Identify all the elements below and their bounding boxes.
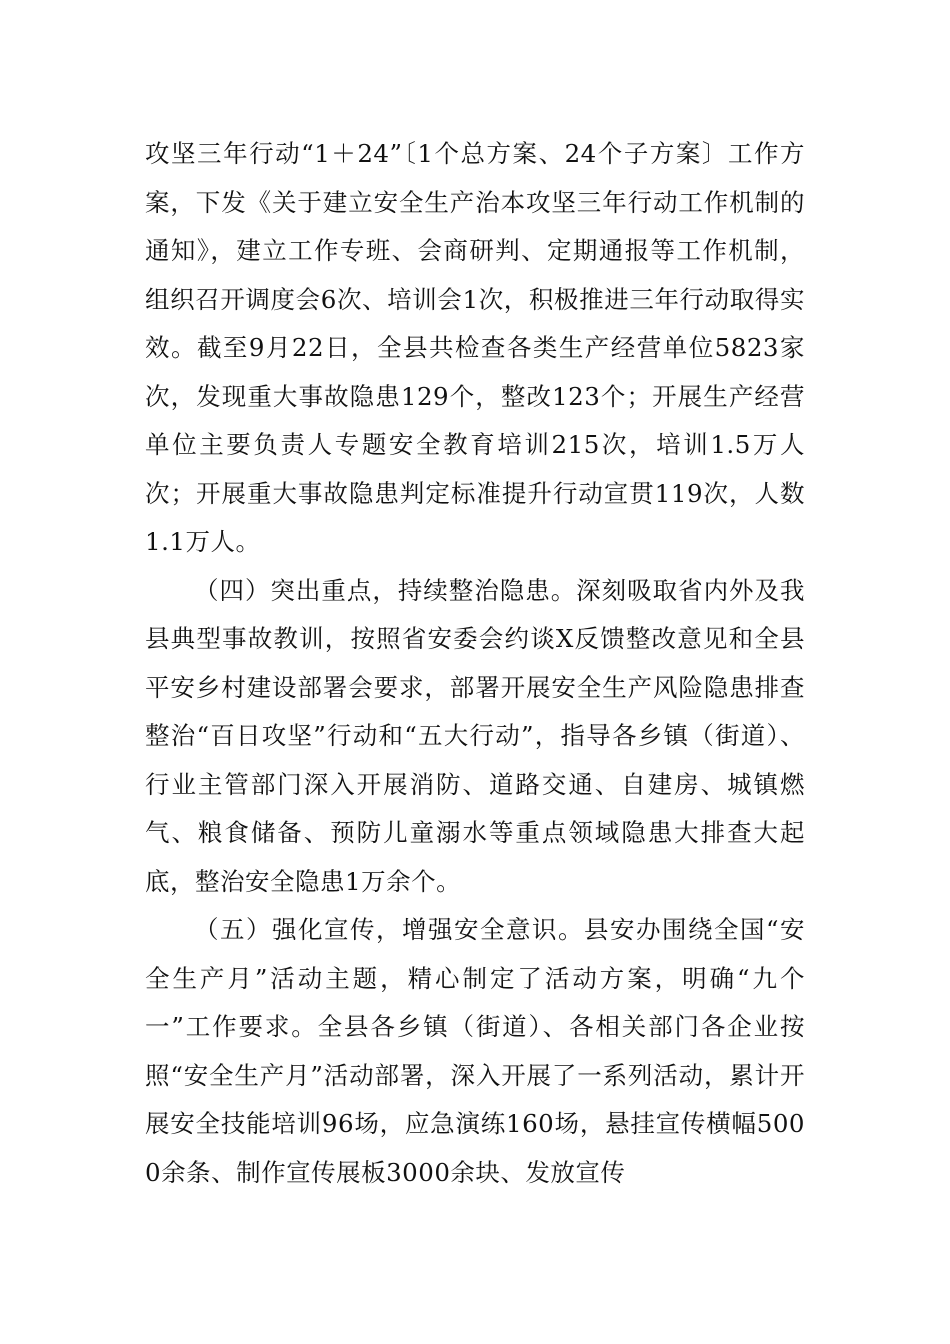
document-body	[145, 130, 805, 1197]
paragraph-section-5: （五）强化宣传，增强安全意识。县安办围绕全国“安全生产月”活动主题，精心制定了活动方案，明确“九个一”工作要求。全县各乡镇（街道）、各相关部门各企业按照“安全生产月”活动部署，深入开展了一系列活动，累计开展安全技能培训96场，应急演练160场，悬挂宣传横幅5000余条、制作宣传展板3000余块、发放宣传	[145, 915, 805, 1187]
paragraph-continuation: 攻坚三年行动“1＋24”〔1个总方案、24个子方案〕工作方案，下发《关于建立安全生产治本攻坚三年行动工作机制的通知》，建立工作专班、会商研判、定期通报等工作机制，组织召开调度会6次、培训会1次，积极推进三年行动取得实效。截至9月22日，全县共检查各类生产经营单位5823家次，发现重大事故隐患129个，整改123个；开展生产经营单位主要负责人专题安全教育培训215次，培训1.5万人次；开展重大事故隐患判定标准提升行动宣贯119次，人数1.1万人。	[145, 139, 805, 556]
paragraph-section-4: （四）突出重点，持续整治隐患。深刻吸取省内外及我县典型事故教训，按照省安委会约谈X反馈整改意见和全县平安乡村建设部署会要求，部署开展安全生产风险隐患排查整治“百日攻坚”行动和“五大行动”，指导各乡镇（街道）、行业主管部门深入开展消防、道路交通、自建房、城镇燃气、粮食储备、预防儿童溺水等重点领域隐患大排查大起底，整治安全隐患1万余个。	[145, 575, 805, 896]
